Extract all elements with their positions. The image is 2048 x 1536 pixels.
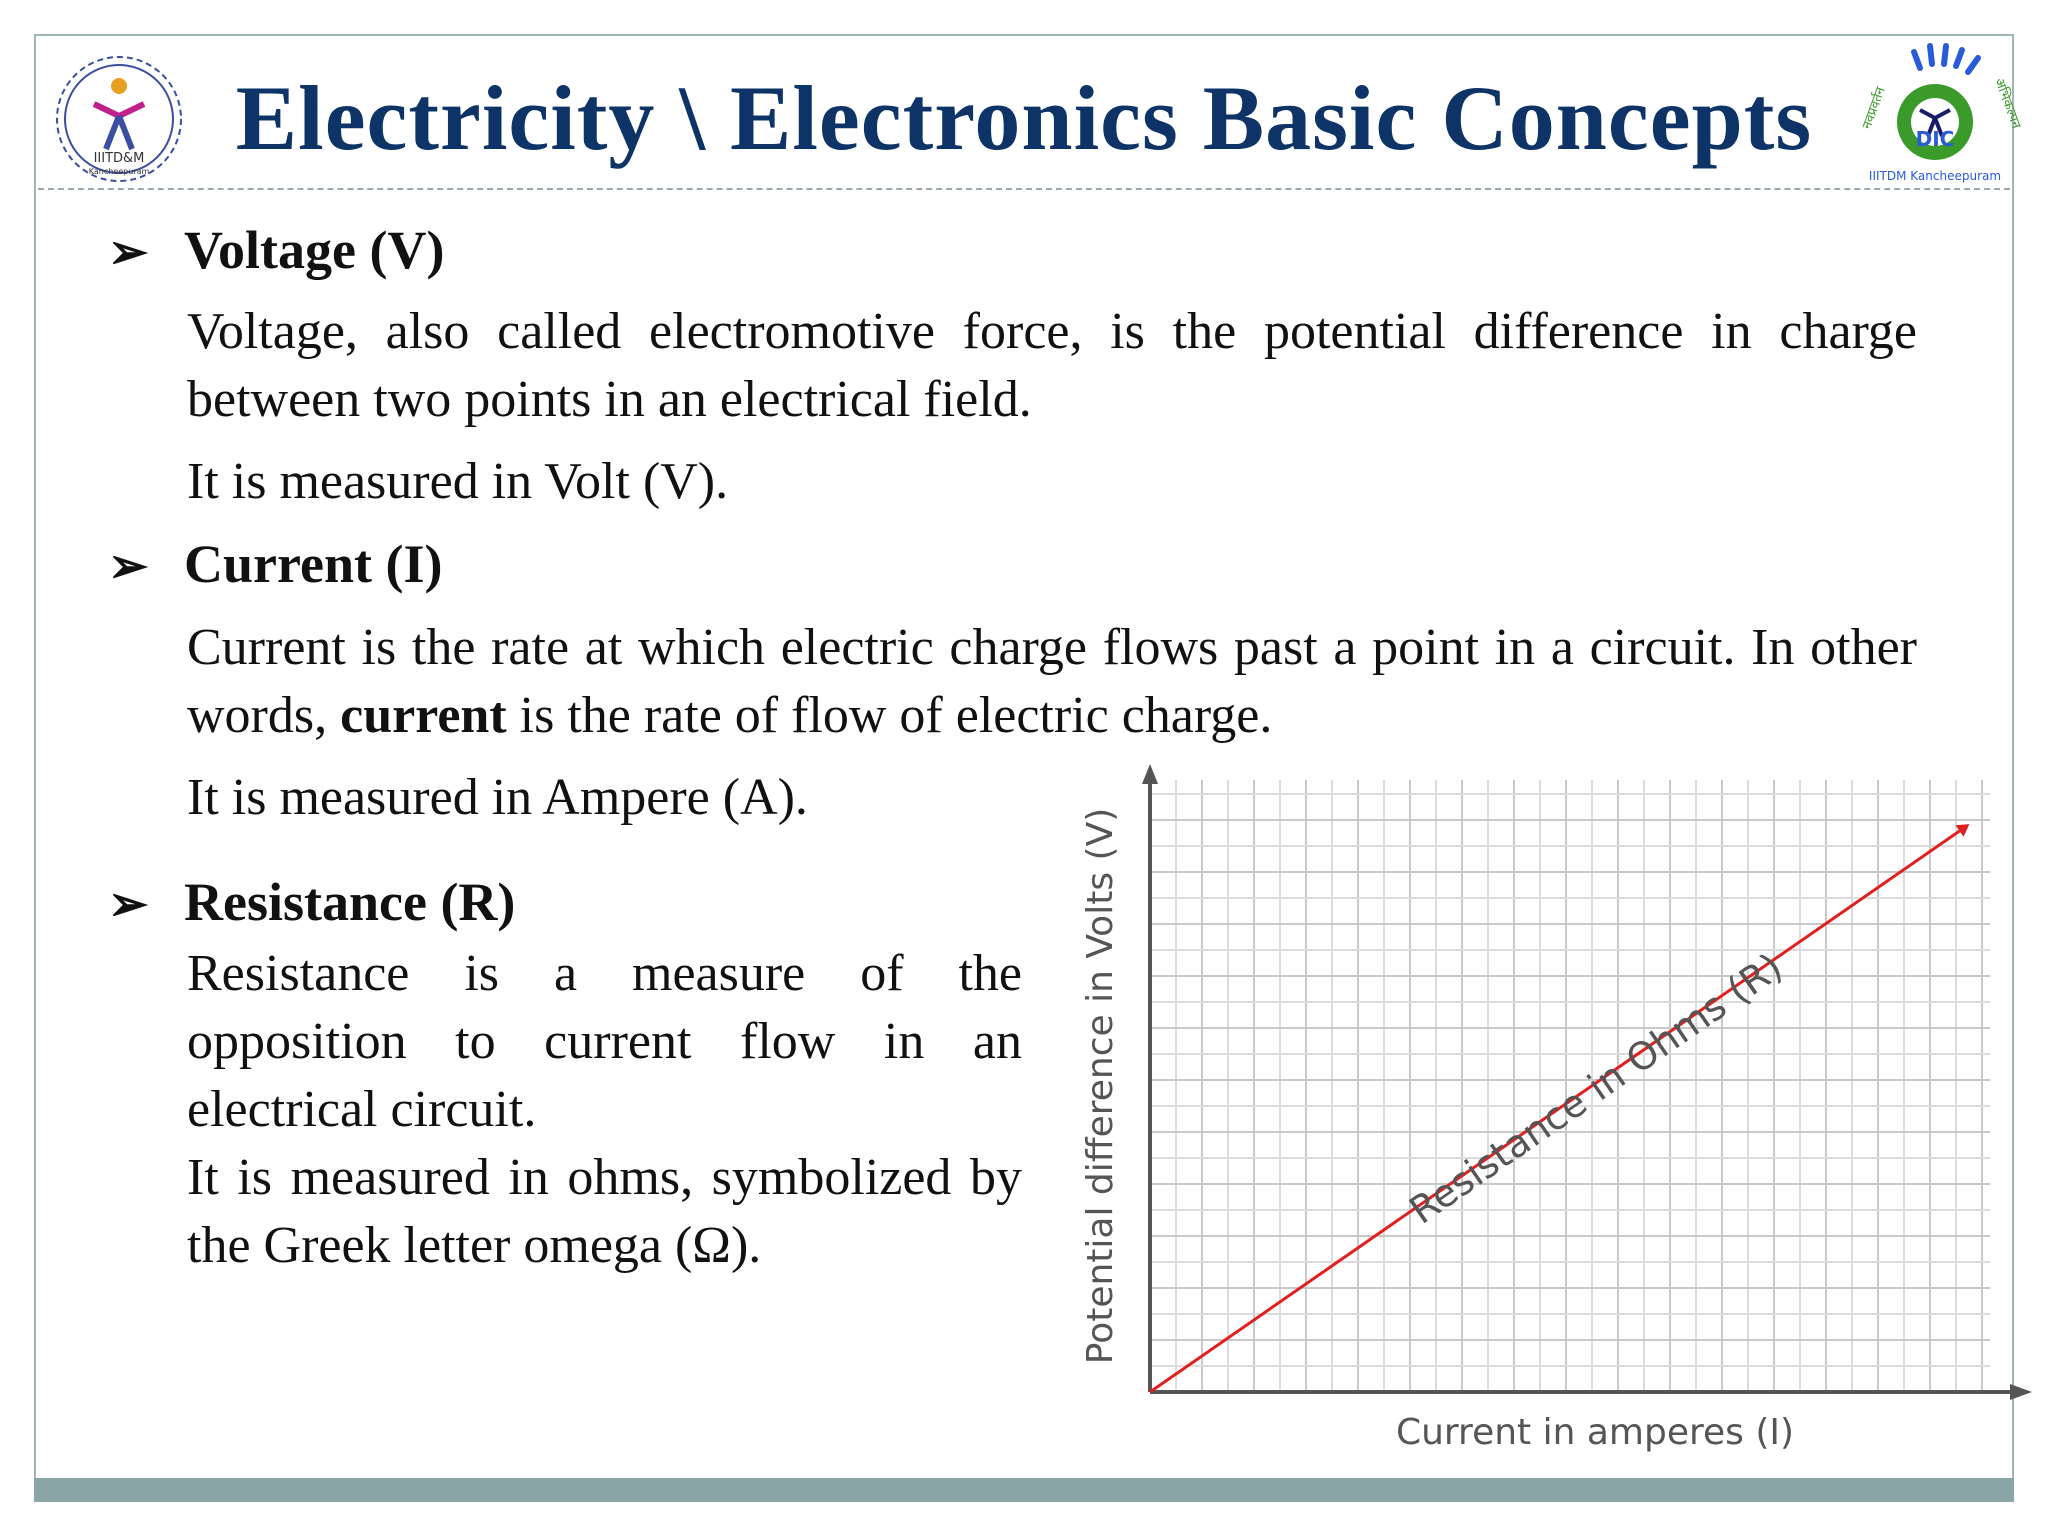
current-description [187, 614, 1917, 750]
current-unit: It is measured in Ampere (A). [187, 769, 808, 826]
voltage-heading [108, 218, 444, 283]
page-title: Electricity \ Electronics Basic Concepts [235, 67, 1813, 169]
bullet-arrow-icon: ➢ [108, 878, 149, 931]
logo-right-hindi-right: अभिकल्पन [1991, 76, 2024, 131]
logo-right-hindi-left: नवप्रवर्तन [1859, 85, 1889, 132]
current-text-after: is the rate of flow of electric charge. [506, 687, 1273, 744]
current-heading-label: Current (I) [184, 534, 443, 594]
x-axis-label: Current in amperes (I) [1395, 1412, 1795, 1453]
logo-right-text: DIC [1915, 127, 1955, 151]
footer-bar [34, 1478, 2014, 1502]
logo-left-subtext: Kancheepuram [88, 167, 150, 176]
logo-right-subtext: IIITDM Kancheepuram [1868, 169, 2002, 183]
y-axis-arrow-icon [1142, 764, 1158, 784]
current-text-bold: current [340, 687, 507, 744]
voltage-heading-label: Voltage (V) [184, 220, 445, 280]
resistance-description: Resistance is a measure of the opposition to current flow in an electrical circuit. [187, 945, 1022, 1138]
voltage-description: Voltage, also called electromotive force, is the potential difference in charge between two points in an electrical field. [187, 303, 1917, 428]
y-axis-label: Potential difference in Volts (V) [1080, 807, 1121, 1365]
title-divider [38, 188, 2010, 190]
resistance-heading-label: Resistance (R) [184, 872, 516, 932]
line-label: Resistance in Ohms (R) [1401, 944, 1791, 1233]
current-heading [108, 532, 442, 597]
logo-left-text: IIITD&M [93, 151, 145, 166]
voltage-unit: It is measured in Volt (V). [187, 453, 729, 510]
x-axis-arrow-icon [2010, 1384, 2032, 1400]
ohms-law-chart [1070, 760, 2030, 1460]
resistance-unit: It is measured in ohms, symbolized by the Greek letter omega (Ω). [187, 1149, 1022, 1274]
resistance-heading [108, 870, 515, 935]
bullet-arrow-icon: ➢ [108, 540, 149, 593]
bullet-arrow-icon: ➢ [108, 226, 149, 279]
dic-logo [1850, 40, 2024, 190]
current-text-before: Current is the rate at which electric charge flows past a point in a circuit. In other words, [187, 619, 1917, 744]
resistance-line-arrow-icon [1956, 824, 1970, 837]
